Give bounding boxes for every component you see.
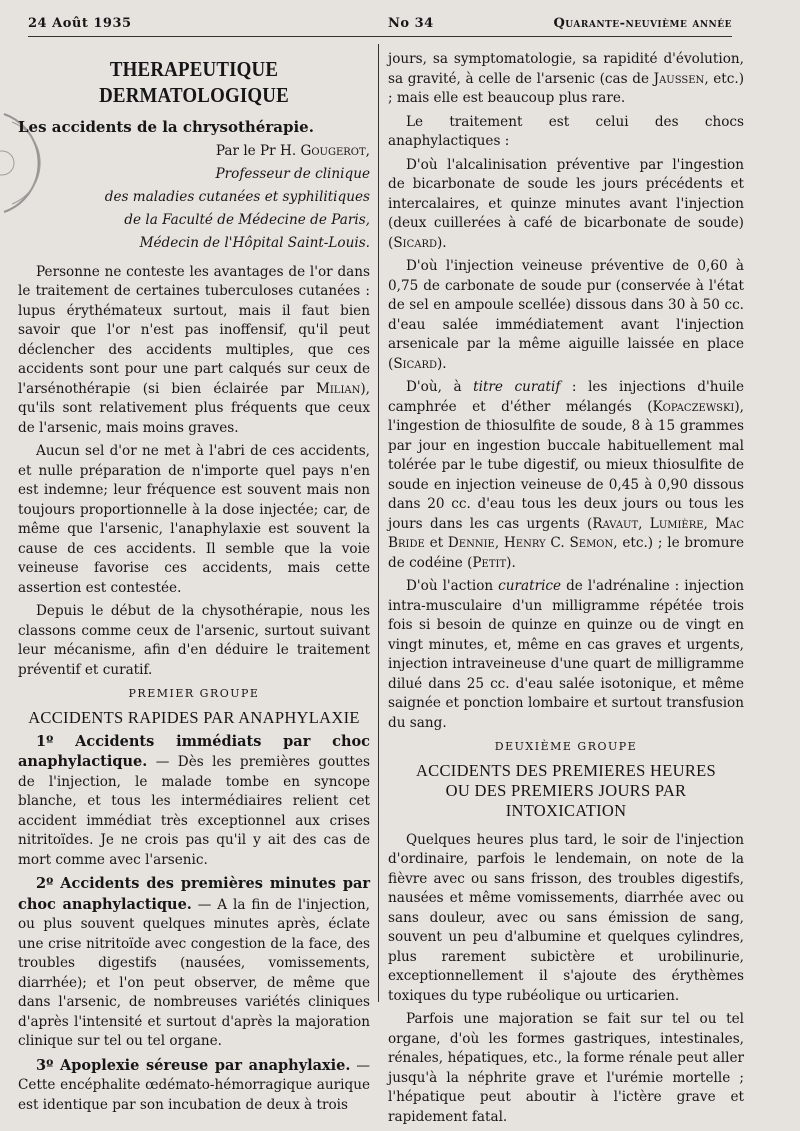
article-title: Les accidents de la chrysothérapie. <box>18 118 314 136</box>
paragraph: Le traitement est celui des chocs anaphylactiques : <box>388 113 744 149</box>
header-date: 24 Août 1935 <box>28 16 132 31</box>
subsection-title: 3º Apoplexie séreuse par anaphylaxie. <box>36 1056 351 1074</box>
group-label: DEUXIÈME GROUPE <box>494 740 638 753</box>
paragraph: Parfois une majoration se fait sur tel ou tel organe, d'où les formes gastriques, intestinales, rénales, hépatiques, etc., la forme rénale peut aller jusqu'à la néphrite grave et l'urémie mortelle ; l'hépatique peut aboutir à l'ictère grave et rapidement fatal. <box>388 1011 744 1125</box>
right-column <box>388 50 744 1131</box>
paragraph: Personne ne conteste les avantages de l'or dans le traitement de certaines tuberculoses cutanées : lupus érythémateux surtout, mais il faut bien savoir que l'or n'est pas inoffensif, qu'il peut déclencher des accidents multiples, que ces accidents sont pour une part calqués sur ceux de l'arsénothérapie (si bien éclairée par Milian), qu'ils sont relativement plus fréquents que ceux de l'arsenic, mais moins graves. <box>18 263 370 436</box>
paragraph: D'où, à titre curatif : les injections d'huile camphrée et d'éther mélangés (Kopaczewski), l'ingestion de thiosulfite de soude, 8 à 15 grammes par jour en ingestion buccale habituellement mal tolérée par le tube digestif, ou mieux thiosulfite de soude en injection veineuse de 0,45 à 0,90 dissous dans 20 cc. d'eau tous les deux jours ou tous les jours dans les cas urgents (Ravaut, Lumière, Mac Bride et Dennie, Henry C. Semon, etc.) ; le bromure de codéine (Petit). <box>388 379 745 571</box>
paragraph: Aucun sel d'or ne met à l'abri de ces accidents, et nulle préparation de n'importe quel pays n'en est indemne; leur fréquence est souvent mais non toujours proportionnelle à la dose injectée; car, de même que l'arsenic, l'anaphylaxie est souvent la cause de ces accidents. Il semble que la voie veineuse favorise ces accidents, mais cette assertion est contestée. <box>18 443 370 596</box>
paragraph: D'où l'action curatrice de l'adrénaline : injection intra-musculaire d'un milligramme répétée trois fois si besoin de quinze en quinze ou de vingt en vingt minutes, et, même en cas graves et urgents, injection intraveineuse d'une quart de milligramme dilué dans 25 cc. d'eau salée isotonique, et même saignée et ponction lombaire et surtout transfusion du sang. <box>388 578 744 731</box>
left-column <box>18 50 370 1119</box>
header-year: Quarante-neuvième année <box>553 16 732 31</box>
paragraph: Depuis le début de la chysothérapie, nous les classons comme ceux de l'arsenic, surtout suivant leur mécanisme, afin d'en déduire le traitement préventif et curatif. <box>18 603 370 678</box>
author-affiliation: Professeur de clinique des maladies cutanées et syphilitiques de la Faculté de Médecine de Paris, Médecin de l'Hôpital Saint-Louis. <box>104 165 370 251</box>
page-header <box>28 14 732 37</box>
header-issue-number: No 34 <box>388 16 434 31</box>
subsection-title: 2º Accidents des premières minutes par choc anaphylactique. <box>18 875 370 913</box>
byline: Par le Pr H. Gougerot, <box>215 142 370 159</box>
paragraph: Quelques heures plus tard, le soir de l'injection d'ordinaire, parfois le lendemain, on note de la fièvre avec ou sans frisson, des troubles digestifs, nausées et même vomissements, diarrhée avec ou sans douleur, avec ou sans émission de sang, souvent un peu d'albumine et quelques cylindres, plus rarement subictère et urobilinurie, exceptionnellement il s'ajoute des érythèmes toxiques du type rubéolique ou urticarien. <box>388 831 744 1004</box>
subsection-title: 1º Accidents immédiats par choc anaphylactique. <box>18 732 370 770</box>
group-label: PREMIER GROUPE <box>128 687 260 700</box>
author-name: Gougerot <box>300 142 366 159</box>
column-divider <box>378 44 379 1002</box>
main-title: THERAPEUTIQUE DERMATOLOGIQUE <box>99 57 289 107</box>
paragraph: D'où l'alcalinisation préventive par l'ingestion de bicarbonate de soude les jours précédents et intercalaires, et quinze minutes avant l'injection (deux cuillerées à café de bicarbonate de soude) (Sicard). <box>388 156 744 251</box>
paragraph: 3º Apoplexie séreuse par anaphylaxie. — Cette encéphalite œdémato-hémorragique aurique est identique par son incubation de deux à trois <box>18 1056 370 1113</box>
section-title: ACCIDENTS DES PREMIERES HEURES OU DES PREMIERS JOURS PAR INTOXICATION <box>415 760 717 820</box>
paragraph: D'où l'injection veineuse préventive de 0,60 à 0,75 de carbonate de soude pur (conservée à l'état de sel en ampoule scellée) dissous dans 30 à 50 cc. d'eau salée immédiatement avant l'injection arsenicale par la même aiguille laissée en place (Sicard). <box>388 258 744 372</box>
section-title: ACCIDENTS RAPIDES PAR ANAPHYLAXIE <box>28 707 360 727</box>
paragraph: 2º Accidents des premières minutes par choc anaphylactique. — A la fin de l'injection, ou plus souvent quelques minutes après, éclate une crise nitritoïde avec congestion de la face, des troubles digestifs (nausées, vomissements, diarrhée); et l'on peut observer, de même que dans l'arsenic, de nombreuses variétés cliniques d'après l'intensité et surtout d'après la majoration clinique sur tel ou tel organe. <box>18 875 370 1049</box>
paragraph: 1º Accidents immédiats par choc anaphylactique. — Dès les premières gouttes de l'injection, le malade tombe en syncope blanche, et tous les intermédiaires relient cet accident immédiat très exceptionnel aux crises nitritoïdes. Je ne crois pas qu'il y ait des cas de mort comme avec l'arsenic. <box>18 732 370 868</box>
paragraph: jours, sa symptomatologie, sa rapidité d'évolution, sa gravité, à celle de l'arsenic (cas de Jaussen, etc.) ; mais elle est beaucoup plus rare. <box>388 51 744 106</box>
